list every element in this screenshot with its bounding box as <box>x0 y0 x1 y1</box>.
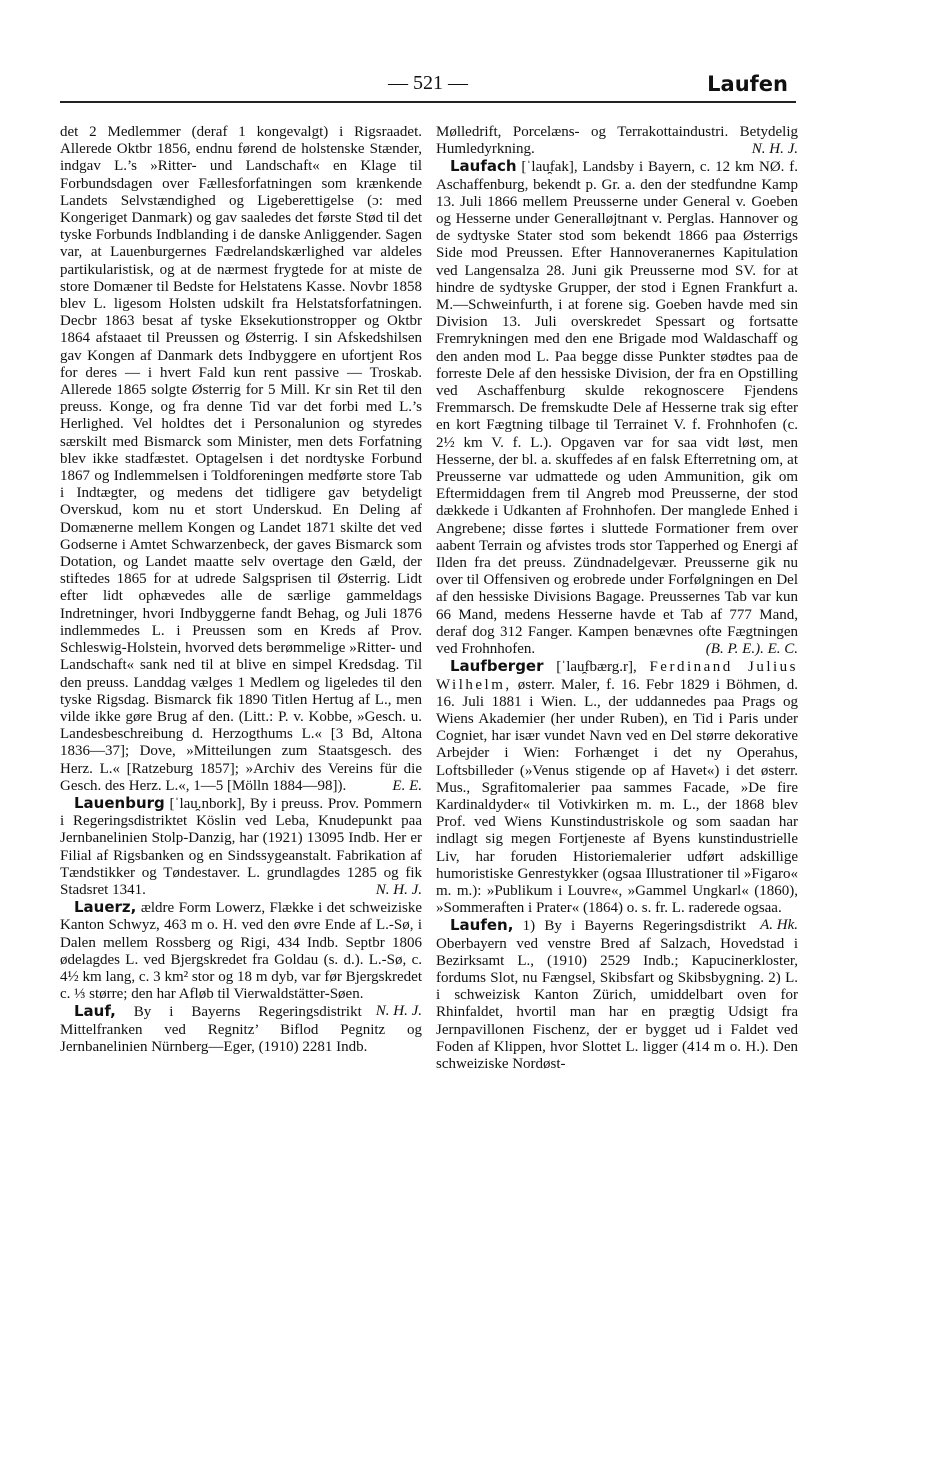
author-signature: N. H. J. <box>375 881 422 898</box>
page-number: — 521 — <box>388 72 468 94</box>
entry-text: det 2 Medlemmer (deraf 1 kongevalgt) i Rigsraadet. Allerede Oktbr 1856, endnu førend de holstenske Stænder, indgav L.’s »Ritter- und Landschaft« en Klage til Forbundsdagen over Fællesforfatningen som krænkende Landets Selvstændighed og Ligeberettigelse (ɔ: med Kongeriget Danmark) og gav saaledes det første Stød til det tyske Forbunds Indblanding i de danske Anliggender. Sagen var, at Lauenburgernes Fædrelandskærlighed var aldeles partikularistisk, og at de nærmest frygtede for at miste de store Domæner til Bedste for Helstatens Kasse. Novbr 1858 blev L. ligesom Holsten udskilt fra Helstatsforfatningen. Decbr 1863 besat af tyske Eksekutionstropper og Oktbr 1864 afstaaet til Preussen og Østerrig. I sin Afskedshilsen gav Kongen af Danmark dets Indbyggere en ufortjent Ros for deres — i hvert Fald kun rent passive — Troskab. Allerede 1865 solgte Østerrig for 5 Mill. Kr sin Ret til den preuss. Konge, og fra denne Tid var det forbi med L.’s Herlighed. Vel holdtes det i Personalunion og styredes særskilt med Bismarck som Minister, men dets Forfatning blev ikke stadfæstet. Optagelsen i det nordtyske Forbund 1867 og Indlemmelsen i Toldforeningen medførte store Tab i Indtægter, og medens det tidligere gav betydeligt Overskud, kom nu et stort Underskud. En Deling af Domænerne mellem Kongen og Landet 1871 skilte det ved Godserne i Amtet Schwarzenbeck, der gaves Bismarck som Dotation, og Landet maatte selv overtage den Gæld, der stiftedes 1865 for at udrede Salgsprisen til Østerrig. Lidt efter lidt ophævedes alle de særlige gammeldags Indretninger, hvori Indbyggerne fandt Behag, og Juli 1876 indlemmedes L. i Preussen som en Kreds af Prov. Schleswig-Holstein, hvorved dets berømmelige »Ritter- und Landschaft« sank ned til at blive en simpel Kredsdag. Til den preuss. Landdag vælges 1 Medlem og ligeledes til den tyske Rigsdag. Bismarck fik 1890 Titlen Hertug af L., men vilde ikke gøre Brug af den. (Litt.: P. v. Kobbe, »Gesch. u. Landesbeschreibung d. Herzogthums L.« [3 Bd, Altona 1836—37]; Dove, »Mitteilungen zum Staatsgesch. des Herz. L.« [Ratzeburg 1857]; »Archiv des Vereins für die Gesch. des Herz. L.«, 1—5 [Mölln 1884—98]). <box>60 124 422 794</box>
headword: Laufach <box>450 157 517 176</box>
right-column <box>436 124 798 1073</box>
pronunciation: [ˈlau̯.nbork], <box>169 795 246 812</box>
author-signature: A. Hk. <box>760 917 798 934</box>
author-signature: E. E. <box>392 777 422 794</box>
author-signature: N. H. J. <box>751 141 798 158</box>
headword: Lauenburg <box>74 793 165 812</box>
pronunciation: [ˈlau̯fbærg.r], <box>556 659 637 676</box>
left-column <box>60 124 422 1056</box>
author-signature: N. H. J. <box>375 1003 422 1020</box>
entry-text: Landsby i Bayern, c. 12 km NØ. f. Aschaffenburg, bekendt p. Gr. a. den der stedfundne Kamp 13. Juli 1866 mellem Preusserne under General v. Goeben og Hesserne under Generalløjtnant v. Perglas. Hannover og de sydtyske Stater stod som bekendt 1866 paa Østerrigs Side mod Preussen. Efter Hannoveranernes Kapitulation ved Langensalza 28. Juni gik Preusserne mod SV. for at hindre de sydtyske Grupper, der stod i Egnen Frankfurt a. M.—Schweinfurth, i at forene sig. Goeben havde med sin Division 13. Juli overskredet Spessart og fortsatte Fremrykningen med den ene Brigade mod Waldaschaff og den anden mod L. Paa begge disse Punkter stødtes paa de forreste Dele af den hessiske Division, der fra en Opstilling ved Aschaffenburg skulde rekognoscere Fjendens Fremmarsch. De fremskudte Dele af Hesserne trak sig efter en kort Fægtning tilbage til Terrainet V. f. Frohnhofen (c. 2½ km V. f. L.). Opgaven var for saa vidt løst, men Hesserne, der bl. a. skuffedes af en falsk Efterretning om, at Preusserne var udmattede og uden Ammunition, gik om Eftermiddagen frem til Angreb mod Preusserne, der stod dækkede i Udkanten af Frohnhofen. Der manglede Enhed i Angrebene; disse førtes i sluttede Formationer frem over aabent Terrain og afvistes trods stor Tapperhed og Energi af Ilden fra det preuss. Zündnadelgevær. Preusserne gik nu over til Offensiven og erobrede under Forfølgningen en Del af den hessiske Divisions Bagage. Preussernes Tab var kun 66 Mand, medens Hesserne havde et Tab af 777 Mand, deraf dog 312 Fanger. Kampen benævnes ofte Fægtningen ved Frohnhofen. <box>436 159 798 658</box>
entry-continuation <box>60 124 422 795</box>
page-header <box>60 68 796 104</box>
author-signature: (B. P. E.). E. C. <box>705 641 798 658</box>
entry-laufen <box>436 917 798 1073</box>
entry-text: østerr. Maler, f. 16. Febr 1829 i Böhmen, d. 16. Juli 1881 i Wien. L., der uddannedes paa Prags og Wiens Akademier (her under Ruben), en Tid i Paris under Cogniet, har især vundet Navn ved en Del større dekorative Arbejder i Wien: Forhænget i det ny Operahus, Loftsbilleder (»Venus stigende op af Havet«) i det østerr. Mus., Sgrafitomalerier paa sammes Facade, »De fire Kardinaldyder« til Votivkirken m. m. L., der 1868 blev Prof. ved Wiens Kunstindustriskole og som saadan har indlagt sig megen Fortjeneste af Byens kunstindustrielle Liv, har foruden Historiemalerier udført adskillige humoristiske Genrestykker (ogsaa Illustrationer til »Figaro« m. m.): »Publikum i Louvre«, »Gammel Ungkarl« (1860), »Sommeraften i Prater« (1864) o. s. fr. L. raderede ogsaa. <box>436 676 799 917</box>
entry-text: ældre Form Lowerz, Flække i det schweiziske Kanton Schwyz, 463 m o. H. ved den øvre Ende af L.-Sø, i Dalen mellem Rossberg og Rigi, 434 Indb. Septbr 1806 ødelagdes L. ved Bjergskredet fra Goldau (s. d.). L.-Sø, c. 4½ km lang, c. 3 km² stor og 18 m dyb, var før Bjergskredet c. ⅓ større; den har Afløb til Vierwaldstätter-Søen. <box>60 900 423 1003</box>
entry-text: Mølledrift, Porcelæns- og Terrakottaindustri. Betydelig Humledyrkning. <box>436 124 798 158</box>
headword: Laufen, <box>450 916 514 935</box>
entry-text: 1) By i Bayerns Regeringsdistrikt Oberbayern ved venstre Bred af Salzach, Hovedstad i Bezirksamt L., (1910) 2529 Indb.; Kapucinerkloster, fordums Slot, nu Fængsel, Skibsfart og Skibsbygning. 2) L. i schweizisk Kanton Zürich, umiddelbart oven for Rhinfaldet, hvortil man har en prægtig Udsigt fra Jernpavillonen Fischenz, der er bygget ud i Faldet ved Foden af Klippen, hvor Slottet L. ligger (414 m o. H.). Den schweiziske Nordøst- <box>436 918 798 1072</box>
entry-text: By i Bayerns Regeringsdistrikt Mittelfranken ved Regnitz’ Biflod Pegnitz og Jernbanelinien Nürnberg—Eger, (1910) 2281 Indb. <box>60 1004 422 1055</box>
pronunciation: [ˈlau̯fak], <box>521 159 578 176</box>
headword: Laufberger <box>450 657 544 676</box>
entry-text: By i preuss. Prov. Pommern i Regeringsdistriktet Köslin ved Leba, Knudepunkt paa Jernbanelinien Stolp-Danzig, har (1921) 13095 Indb. Her er Filial af Rigsbanken og en Sindssygeanstalt. Fabrikation af Tændstikker og Tøndestaver. L. grundlagdes 1285 og fik Stadsret 1341. <box>60 795 422 898</box>
running-head: Laufen <box>707 72 788 96</box>
headword: Lauerz, <box>74 898 137 917</box>
entry-lauenburg <box>60 795 422 899</box>
entry-laufach <box>436 158 798 658</box>
headword: Lauf, <box>74 1002 116 1021</box>
header-rule <box>60 101 796 103</box>
person-name: Ferdinand Julius Wilhelm, <box>436 659 798 693</box>
entry-lauf-continued <box>436 124 798 158</box>
